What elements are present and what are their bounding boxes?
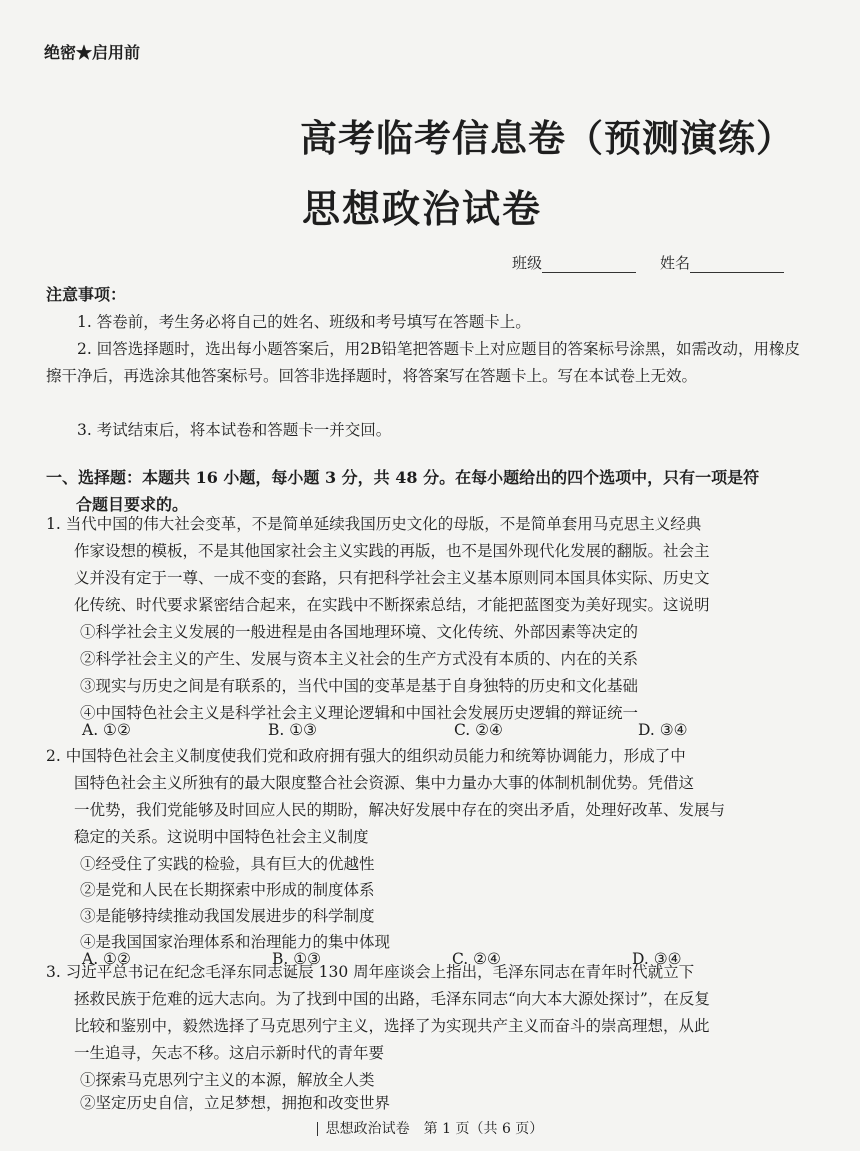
page-footer bbox=[0, 1118, 860, 1138]
secret-label: 绝密★启用前 bbox=[44, 43, 141, 62]
notice-item-1: 1. 答卷前，考生务必将自己的姓名、班级和考号填写在答题卡上。 bbox=[77, 313, 531, 331]
question-1-option-b[interactable]: B. ①③ bbox=[268, 721, 318, 739]
exam-subject-title: 思想政治试卷 bbox=[302, 186, 543, 231]
question-2-option-a[interactable]: A. ①② bbox=[82, 950, 131, 968]
class-label: 班级 bbox=[512, 254, 543, 272]
question-2-stem-line: 稳定的关系。这说明中国特色社会主义制度 bbox=[74, 828, 369, 846]
notice-item-3: 3. 考试结束后，将本试卷和答题卡一并交回。 bbox=[77, 421, 392, 439]
notice-heading: 注意事项： bbox=[46, 285, 127, 304]
question-3-item-2: ②坚定历史自信，立足梦想，拥抱和改变世界 bbox=[80, 1094, 391, 1112]
name-field[interactable] bbox=[660, 252, 784, 273]
exam-title: 高考临考信息卷（预测演练） bbox=[300, 116, 794, 160]
class-blank[interactable] bbox=[542, 254, 636, 273]
question-2-option-b[interactable]: B. ①③ bbox=[272, 950, 322, 968]
question-1-stem-line: 作家设想的模板，不是其他国家社会主义实践的再版，也不是国外现代化发展的翻版。社会主 bbox=[74, 542, 710, 560]
question-2-stem-line: 一优势，我们党能够及时回应人民的期盼，解决好发展中存在的突出矛盾，处理好改革、发展与 bbox=[74, 801, 726, 819]
question-1-item-1: ①科学社会主义发展的一般进程是由各国地理环境、文化传统、外部因素等决定的 bbox=[80, 623, 639, 641]
class-field[interactable] bbox=[512, 252, 636, 273]
question-1-option-a[interactable]: A. ①② bbox=[82, 721, 131, 739]
question-1-option-d[interactable]: D. ③④ bbox=[638, 721, 688, 739]
question-3-stem-line: 3. 习近平总书记在纪念毛泽东同志诞辰 130 周年座谈会上指出，毛泽东同志在青年时代就立下 bbox=[46, 963, 695, 981]
question-2-item-3: ③是能够持续推动我国发展进步的科学制度 bbox=[80, 907, 375, 925]
question-1-stem-line: 化传统、时代要求紧密结合起来，在实践中不断探索总结，才能把蓝图变为美好现实。这说明 bbox=[74, 596, 710, 614]
question-1-option-c[interactable]: C. ②④ bbox=[454, 721, 503, 739]
question-1-stem-line: 1. 当代中国的伟大社会变革，不是简单延续我国历史文化的母版，不是简单套用马克思主义经典 bbox=[46, 515, 702, 533]
question-3-stem bbox=[46, 959, 804, 1067]
footer-divider bbox=[317, 1122, 318, 1136]
question-1-stem-line: 义并没有定于一尊、一成不变的套路，只有把科学社会主义基本原则同本国具体实际、历史文 bbox=[74, 569, 710, 587]
question-2-option-d[interactable]: D. ③④ bbox=[632, 950, 682, 968]
question-2-stem bbox=[46, 743, 804, 851]
question-3-item-1: ①探索马克思列宁主义的本源，解放全人类 bbox=[80, 1071, 375, 1089]
question-1-item-3: ③现实与历史之间是有联系的，当代中国的变革是基于自身独特的历史和文化基础 bbox=[80, 677, 639, 695]
question-3-stem-line: 拯救民族于危难的远大志向。为了找到中国的出路，毛泽东同志“向大本大源处探讨”，在反复 bbox=[74, 990, 710, 1008]
question-1-item-4: ④中国特色社会主义是科学社会主义理论逻辑和中国社会发展历史逻辑的辩证统一 bbox=[80, 704, 639, 722]
section-heading-line1: 一、选择题：本题共 16 小题，每小题 3 分，共 48 分。在每小题给出的四个选项中，只有一项是符 bbox=[46, 468, 760, 487]
question-3-stem-line: 比较和鉴别中，毅然选择了马克思列宁主义，选择了为实现共产主义而奋斗的崇高理想，从此 bbox=[74, 1017, 710, 1035]
question-3-stem-line: 一生追寻，矢志不移。这启示新时代的青年要 bbox=[74, 1044, 385, 1062]
name-label: 姓名 bbox=[660, 254, 691, 272]
question-2-stem-line: 2. 中国特色社会主义制度使我们党和政府拥有强大的组织动员能力和统筹协调能力，形成了中 bbox=[46, 747, 686, 765]
question-1-item-2: ②科学社会主义的产生、发展与资本主义社会的生产方式没有本质的、内在的关系 bbox=[80, 650, 639, 668]
question-2-item-1: ①经受住了实践的检验，具有巨大的优越性 bbox=[80, 855, 375, 873]
footer-page-number: 思想政治试卷 第 1 页（共 6 页） bbox=[325, 1121, 544, 1137]
question-2-item-2: ②是党和人民在长期探索中形成的制度体系 bbox=[80, 881, 375, 899]
name-blank[interactable] bbox=[690, 254, 784, 273]
question-1-stem bbox=[46, 511, 804, 619]
question-2-item-4: ④是我国国家治理体系和治理能力的集中体现 bbox=[80, 933, 391, 951]
section-heading bbox=[46, 464, 806, 518]
section-heading-line2: 合题目要求的。 bbox=[76, 495, 189, 514]
notice-item-2: 2. 回答选择题时，选出每小题答案后，用2B铅笔把答题卡上对应题目的答案标号涂黑，如需改动，用橡皮擦干净后，再选涂其他答案标号。回答非选择题时，将答案写在答题卡上。写在本试卷上无效。 bbox=[46, 340, 800, 385]
question-2-stem-line: 国特色社会主义所独有的最大限度整合社会资源、集中力量办大事的体制机制优势。凭借这 bbox=[74, 774, 695, 792]
question-2-option-c[interactable]: C. ②④ bbox=[452, 950, 501, 968]
